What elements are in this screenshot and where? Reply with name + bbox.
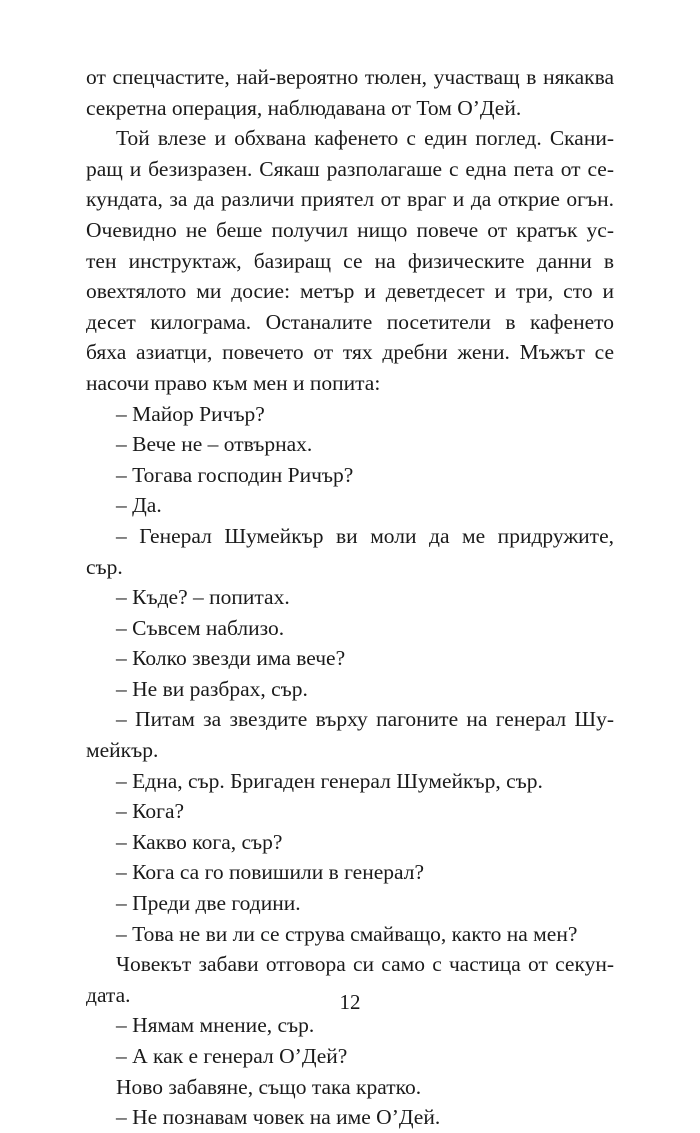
text-line: – Къде? – попитах. xyxy=(116,585,290,610)
text-line: – Вече не – отвърнах. xyxy=(116,432,313,457)
text-line: – Генерал Шумейкър ви моли да ме придружите, xyxy=(116,523,614,548)
page-number: 12 xyxy=(339,990,361,1014)
text-line: – Това не ви ли се струва смайващо, както на мен? xyxy=(116,921,578,946)
text-line: тен инструктаж, базиращ се на физическите данни в xyxy=(86,248,614,273)
text-line: Ново забавяне, също така кратко. xyxy=(116,1074,422,1099)
text-line: мейкър. xyxy=(86,738,159,763)
text-line: десет килограма. Останалите посетители в кафенето xyxy=(86,309,614,334)
text-line: – Майор Ричър? xyxy=(116,401,265,426)
text-line: – Тогава господин Ричър? xyxy=(116,462,354,487)
text-line: – Една, сър. Бригаден генерал Шумейкър, сър. xyxy=(116,768,543,793)
text-line: насочи право към мен и попита: xyxy=(86,370,381,395)
text-line: секретна операция, наблюдавана от Том О’Дей. xyxy=(86,95,522,120)
text-line: от спецчастите, най-вероятно тюлен, участващ в някаква xyxy=(86,65,614,89)
text-line: – Питам за звездите върху пагоните на генерал Шу- xyxy=(116,707,614,732)
text-line: кундата, за да различи приятел от враг и да открие огън. xyxy=(86,187,614,212)
text-line: сър. xyxy=(86,554,123,579)
text-line: – Нямам мнение, сър. xyxy=(116,1013,315,1038)
text-line: – Съвсем наблизо. xyxy=(116,615,285,640)
text-line: дата. xyxy=(86,982,131,1007)
text-line: Очевидно не беше получил нищо повече от кратък ус- xyxy=(86,217,614,242)
body-text xyxy=(86,62,614,1133)
text-line: – А как е генерал О’Дей? xyxy=(116,1044,348,1068)
text-line: – Кога? xyxy=(116,799,185,824)
text-line: Човекът забави отговора си само с частица от секун- xyxy=(116,952,614,977)
text-line: – Кога са го повишили в генерал? xyxy=(116,860,425,885)
text-line: – Колко звезди има вече? xyxy=(116,646,346,671)
text-line: – Преди две години. xyxy=(116,891,301,916)
text-line: бяха азиатци, повечето от тях дребни жени. Мъжът се xyxy=(86,340,614,365)
text-line: – Не ви разбрах, сър. xyxy=(116,676,308,701)
text-line: – Не познавам човек на име О’Дей. xyxy=(116,1105,441,1130)
text-line: Той влезе и обхвана кафенето с един поглед. Скани- xyxy=(116,126,614,151)
text-line: овехтялото ми досие: метър и деветдесет и три, сто и xyxy=(86,279,614,304)
text-line: – Какво кога, сър? xyxy=(116,829,283,854)
text-line: ращ и безизразен. Сякаш разполагаше с една пета от се- xyxy=(86,156,614,181)
text-line: – Да. xyxy=(116,493,162,518)
